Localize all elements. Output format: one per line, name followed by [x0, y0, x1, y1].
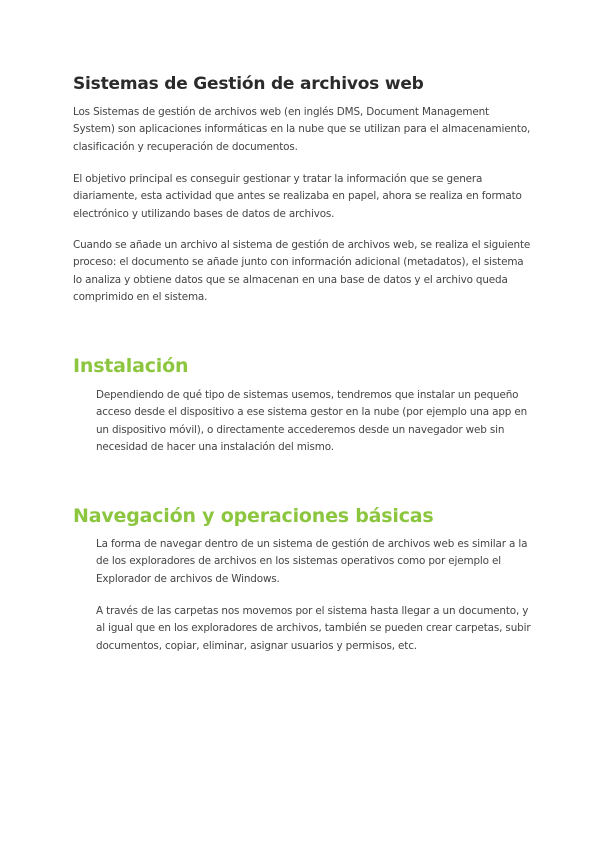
- page-title: Sistemas de Gestión de archivos web: [73, 74, 424, 94]
- intro-paragraph-process: Cuando se añade un archivo al sistema de gestión de archivos web, se realiza el siguiente proceso: el documento se añade junto con información adicional (metadatos), el sistema lo analiza y obtiene datos que se almacenan en una base de datos y el archivo queda comprimido en el sistema.: [73, 239, 531, 303]
- section-heading-installation: Instalación: [73, 355, 189, 377]
- section-heading-navigation: Navegación y operaciones básicas: [73, 505, 434, 527]
- intro-paragraph-objective: El objetivo principal es conseguir gestionar y tratar la información que se genera diariamente, esta actividad que antes se realizaba en papel, ahora se realiza en formato electrónico y utilizando bases de datos de archivos.: [73, 173, 522, 220]
- installation-paragraph: Dependiendo de qué tipo de sistemas usemos, tendremos que instalar un pequeño acceso desde el dispositivo a ese sistema gestor en la nube (por ejemplo una app en un dispositivo móvil), o directamente accederemos desde un navegador web sin necesidad de hacer una instalación del mismo.: [96, 389, 528, 453]
- navigation-paragraph-operations: A través de las carpetas nos movemos por el sistema hasta llegar a un documento, y al igual que en los exploradores de archivos, también se pueden crear carpetas, subir documentos, copiar, eliminar, asignar usuarios y permisos, etc.: [96, 605, 531, 652]
- intro-paragraph-dms-definition: Los Sistemas de gestión de archivos web (en inglés DMS, Document Management System) son aplicaciones informáticas en la nube que se utilizan para el almacenamiento, clasificación y recuperación de documentos.: [73, 106, 531, 153]
- navigation-paragraph-explorer: La forma de navegar dentro de un sistema de gestión de archivos web es similar a la de los exploradores de archivos en los sistemas operativos como por ejemplo el Explorador de archivos de Windows.: [96, 538, 528, 585]
